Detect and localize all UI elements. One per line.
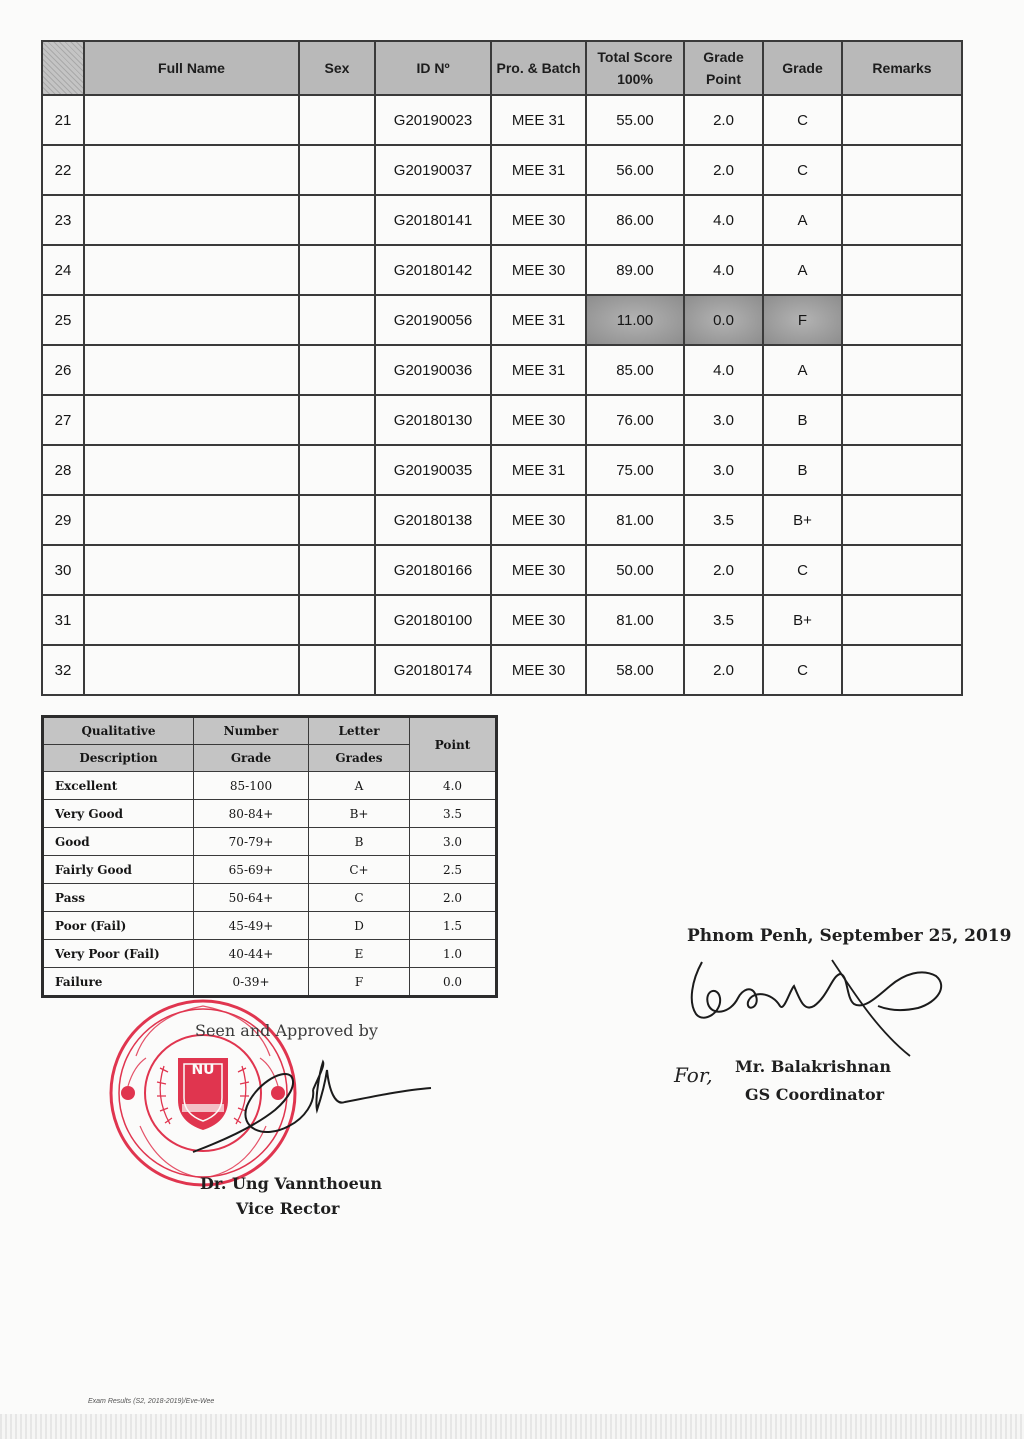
full-name-cell (84, 195, 299, 245)
qualitative-description-cell: Very Poor (Fail) (43, 940, 194, 968)
grade-point-cell: 3.5 (410, 800, 497, 828)
letter-grades-header: Grades (309, 745, 410, 772)
remarks-cell (842, 95, 962, 145)
rector-title: Vice Rector (236, 1199, 340, 1218)
remarks-cell (842, 195, 962, 245)
sex-cell (299, 645, 375, 695)
program-batch-cell: MEE 30 (491, 595, 586, 645)
qualitative-description-cell: Pass (43, 884, 194, 912)
grade-point-cell: 1.5 (410, 912, 497, 940)
for-note: For, (674, 1063, 713, 1087)
legend-row (43, 772, 497, 800)
result-row (42, 245, 962, 295)
program-batch-cell: MEE 30 (491, 545, 586, 595)
student-id-cell: G20180130 (375, 395, 491, 445)
grade-cell: A (763, 245, 842, 295)
grade-cell: C (763, 95, 842, 145)
student-id-cell: G20180174 (375, 645, 491, 695)
remarks-cell (842, 345, 962, 395)
grade-point-cell: 2.5 (410, 856, 497, 884)
remarks-cell (842, 545, 962, 595)
letter-grade-cell: E (309, 940, 410, 968)
program-batch-cell: MEE 30 (491, 195, 586, 245)
result-row (42, 95, 962, 145)
full-name-header: Full Name (84, 41, 299, 95)
grade-point-cell: 4.0 (410, 772, 497, 800)
number-grade-cell: 50-64+ (194, 884, 309, 912)
grade-cell: C (763, 145, 842, 195)
program-batch-header: Pro. & Batch (491, 41, 586, 95)
qualitative-header: Qualitative (43, 717, 194, 745)
sex-cell (299, 195, 375, 245)
program-batch-cell: MEE 31 (491, 145, 586, 195)
student-id-cell: G20180166 (375, 545, 491, 595)
legend-row (43, 800, 497, 828)
result-row (42, 395, 962, 445)
program-batch-cell: MEE 30 (491, 645, 586, 695)
remarks-cell (842, 395, 962, 445)
sex-cell (299, 495, 375, 545)
remarks-cell (842, 495, 962, 545)
row-number-cell: 21 (42, 95, 84, 145)
row-number-cell: 23 (42, 195, 84, 245)
rector-signature (185, 1040, 445, 1170)
grade-cell: A (763, 195, 842, 245)
coordinator-title: GS Coordinator (745, 1085, 885, 1104)
qualitative-description-cell: Fairly Good (43, 856, 194, 884)
student-id-cell: G20180142 (375, 245, 491, 295)
sex-cell (299, 445, 375, 495)
grade-cell: F (763, 295, 842, 345)
student-id-cell: G20180138 (375, 495, 491, 545)
remarks-cell (842, 145, 962, 195)
approval-label: Seen and Approved by (195, 1021, 378, 1040)
total-score-cell: 55.00 (586, 95, 684, 145)
legend-row (43, 912, 497, 940)
coordinator-signature (682, 950, 952, 1060)
result-row (42, 345, 962, 395)
program-batch-cell: MEE 31 (491, 95, 586, 145)
row-number-cell: 26 (42, 345, 84, 395)
grade-point-cell: 4.0 (684, 245, 763, 295)
full-name-cell (84, 645, 299, 695)
sex-cell (299, 345, 375, 395)
full-name-cell (84, 245, 299, 295)
grade-cell: B+ (763, 495, 842, 545)
letter-grade-cell: D (309, 912, 410, 940)
grade-point-header-line1: Grade (703, 49, 744, 65)
grade-point-cell: 1.0 (410, 940, 497, 968)
grade-point-cell: 2.0 (684, 645, 763, 695)
coordinator-name: Mr. Balakrishnan (735, 1057, 892, 1076)
sex-cell (299, 295, 375, 345)
total-score-cell: 81.00 (586, 495, 684, 545)
sex-header: Sex (299, 41, 375, 95)
full-name-cell (84, 145, 299, 195)
grade-cell: A (763, 345, 842, 395)
row-number-cell: 25 (42, 295, 84, 345)
grade-cell: B (763, 445, 842, 495)
legend-row (43, 968, 497, 997)
student-id-cell: G20190037 (375, 145, 491, 195)
document-reference: Exam Results (S2, 2018-2019)/Eve-Wee (88, 1398, 215, 1405)
grade-point-header-line2: Point (706, 71, 741, 87)
result-row (42, 595, 962, 645)
full-name-cell (84, 295, 299, 345)
total-score-cell: 56.00 (586, 145, 684, 195)
result-row (42, 295, 962, 345)
qualitative-description-cell: Very Good (43, 800, 194, 828)
point-header: Point (410, 717, 497, 772)
sex-cell (299, 395, 375, 445)
grade-point-cell: 3.0 (410, 828, 497, 856)
grade-point-cell: 4.0 (684, 345, 763, 395)
result-row (42, 645, 962, 695)
sex-cell (299, 145, 375, 195)
grading-legend-table (41, 715, 498, 998)
program-batch-cell: MEE 30 (491, 245, 586, 295)
total-score-cell: 81.00 (586, 595, 684, 645)
letter-grade-cell: C (309, 884, 410, 912)
row-number-cell: 24 (42, 245, 84, 295)
grade-point-cell: 3.5 (684, 595, 763, 645)
number-grade-header: Grade (194, 745, 309, 772)
results-body (42, 95, 962, 695)
qualitative-description-cell: Failure (43, 968, 194, 997)
row-number-cell: 31 (42, 595, 84, 645)
letter-grade-cell: F (309, 968, 410, 997)
total-score-cell: 75.00 (586, 445, 684, 495)
letter-grade-cell: B (309, 828, 410, 856)
stamp-emblem-text: NU (191, 1062, 215, 1078)
remarks-header: Remarks (842, 41, 962, 95)
full-name-cell (84, 345, 299, 395)
total-score-cell: 50.00 (586, 545, 684, 595)
student-id-cell: G20190036 (375, 345, 491, 395)
qualitative-description-cell: Excellent (43, 772, 194, 800)
row-number-cell: 27 (42, 395, 84, 445)
grade-cell: B (763, 395, 842, 445)
program-batch-cell: MEE 31 (491, 345, 586, 395)
qualitative-description-cell: Good (43, 828, 194, 856)
number-grade-cell: 85-100 (194, 772, 309, 800)
total-score-cell: 85.00 (586, 345, 684, 395)
program-batch-cell: MEE 31 (491, 445, 586, 495)
sex-cell (299, 595, 375, 645)
total-score-cell: 86.00 (586, 195, 684, 245)
grade-point-cell: 2.0 (684, 95, 763, 145)
id-header: ID Nº (375, 41, 491, 95)
grade-cell: C (763, 545, 842, 595)
remarks-cell (842, 245, 962, 295)
letter-header: Letter (309, 717, 410, 745)
grade-cell: B+ (763, 595, 842, 645)
results-header-row (42, 41, 962, 95)
full-name-cell (84, 395, 299, 445)
result-row (42, 195, 962, 245)
row-number-cell: 32 (42, 645, 84, 695)
letter-grade-cell: A (309, 772, 410, 800)
qualitative-description-cell: Poor (Fail) (43, 912, 194, 940)
student-id-cell: G20190023 (375, 95, 491, 145)
grade-point-cell: 4.0 (684, 195, 763, 245)
row-number-cell: 28 (42, 445, 84, 495)
remarks-cell (842, 595, 962, 645)
total-score-header-line1: Total Score (597, 49, 673, 65)
row-number-cell: 30 (42, 545, 84, 595)
full-name-cell (84, 545, 299, 595)
row-number-header (42, 41, 84, 95)
program-batch-cell: MEE 30 (491, 495, 586, 545)
number-grade-cell: 70-79+ (194, 828, 309, 856)
legend-row (43, 884, 497, 912)
full-name-cell (84, 595, 299, 645)
full-name-cell (84, 445, 299, 495)
number-grade-cell: 0-39+ (194, 968, 309, 997)
student-id-cell: G20190035 (375, 445, 491, 495)
grade-point-header (684, 41, 763, 95)
total-score-header-line2: 100% (617, 71, 653, 87)
remarks-cell (842, 445, 962, 495)
letter-grade-cell: B+ (309, 800, 410, 828)
remarks-cell (842, 645, 962, 695)
grade-point-cell: 2.0 (684, 545, 763, 595)
total-score-cell: 11.00 (586, 295, 684, 345)
letter-grade-cell: C+ (309, 856, 410, 884)
program-batch-cell: MEE 30 (491, 395, 586, 445)
grade-point-cell: 0.0 (684, 295, 763, 345)
number-grade-cell: 80-84+ (194, 800, 309, 828)
grade-cell: C (763, 645, 842, 695)
result-row (42, 545, 962, 595)
full-name-cell (84, 495, 299, 545)
grade-point-cell: 3.5 (684, 495, 763, 545)
grade-header: Grade (763, 41, 842, 95)
number-grade-cell: 40-44+ (194, 940, 309, 968)
total-score-cell: 76.00 (586, 395, 684, 445)
grade-point-cell: 2.0 (410, 884, 497, 912)
row-number-cell: 22 (42, 145, 84, 195)
sex-cell (299, 95, 375, 145)
result-row (42, 445, 962, 495)
legend-body (43, 772, 497, 997)
total-score-cell: 89.00 (586, 245, 684, 295)
legend-header-row-1 (43, 717, 497, 745)
legend-row (43, 828, 497, 856)
number-header: Number (194, 717, 309, 745)
grade-point-cell: 2.0 (684, 145, 763, 195)
rector-name: Dr. Ung Vannthoeun (200, 1174, 383, 1193)
remarks-cell (842, 295, 962, 345)
results-table (41, 40, 963, 696)
number-grade-cell: 65-69+ (194, 856, 309, 884)
grade-point-cell: 3.0 (684, 445, 763, 495)
legend-row (43, 856, 497, 884)
scan-edge-noise (0, 1414, 1024, 1439)
result-row (42, 495, 962, 545)
number-grade-cell: 45-49+ (194, 912, 309, 940)
row-number-cell: 29 (42, 495, 84, 545)
sex-cell (299, 245, 375, 295)
grade-point-cell: 3.0 (684, 395, 763, 445)
date-line: Phnom Penh, September 25, 2019 (687, 926, 1012, 946)
student-id-cell: G20180141 (375, 195, 491, 245)
sex-cell (299, 545, 375, 595)
student-id-cell: G20180100 (375, 595, 491, 645)
grade-point-cell: 0.0 (410, 968, 497, 997)
total-score-header (586, 41, 684, 95)
student-id-cell: G20190056 (375, 295, 491, 345)
total-score-cell: 58.00 (586, 645, 684, 695)
description-header: Description (43, 745, 194, 772)
result-row (42, 145, 962, 195)
legend-row (43, 940, 497, 968)
program-batch-cell: MEE 31 (491, 295, 586, 345)
full-name-cell (84, 95, 299, 145)
